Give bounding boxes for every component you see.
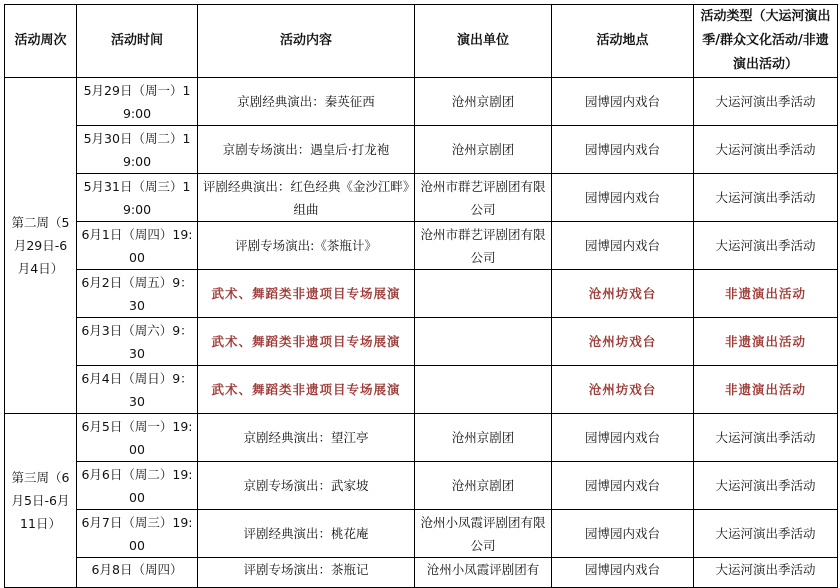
header-venue: 活动地点 [552, 5, 694, 78]
table-body [5, 78, 838, 588]
time-cell: 6月5日（周一）19:00 [77, 414, 198, 462]
time-cell: 6月7日（周三）19:00 [77, 510, 198, 558]
content-cell: 武术、舞蹈类非遗项目专场展演 [198, 366, 415, 414]
type-cell: 大运河演出季活动 [694, 222, 838, 270]
venue-cell: 园博园内戏台 [552, 222, 694, 270]
table-row [5, 270, 838, 318]
table-row [5, 414, 838, 462]
venue-cell: 沧州坊戏台 [552, 366, 694, 414]
type-cell: 大运河演出季活动 [694, 558, 838, 588]
performer-cell: 沧州京剧团 [415, 462, 552, 510]
venue-cell: 园博园内戏台 [552, 558, 694, 588]
venue-cell: 沧州坊戏台 [552, 270, 694, 318]
activity-schedule-table [4, 4, 838, 588]
time-cell: 5月31日（周三）19:00 [77, 174, 198, 222]
type-cell: 大运河演出季活动 [694, 414, 838, 462]
content-cell: 京剧专场演出：遇皇后·打龙袍 [198, 126, 415, 174]
time-cell: 6月4日（周日）9：30 [77, 366, 198, 414]
content-cell: 武术、舞蹈类非遗项目专场展演 [198, 318, 415, 366]
header-content: 活动内容 [198, 5, 415, 78]
time-cell: 6月3日（周六）9：30 [77, 318, 198, 366]
performer-cell: 沧州京剧团 [415, 126, 552, 174]
time-cell: 6月2日（周五）9：30 [77, 270, 198, 318]
type-cell: 大运河演出季活动 [694, 462, 838, 510]
content-cell: 京剧经典演出：望江亭 [198, 414, 415, 462]
performer-cell: 沧州小凤霞评剧团有限公司 [415, 510, 552, 558]
time-cell: 6月6日（周二）19:00 [77, 462, 198, 510]
type-cell: 大运河演出季活动 [694, 510, 838, 558]
type-cell: 大运河演出季活动 [694, 126, 838, 174]
table-row [5, 78, 838, 126]
venue-cell: 园博园内戏台 [552, 462, 694, 510]
content-cell: 评剧经典演出：桃花庵 [198, 510, 415, 558]
table-row [5, 558, 838, 588]
header-performer: 演出单位 [415, 5, 552, 78]
header-type: 活动类型（大运河演出季/群众文化活动/非遗演出活动） [694, 5, 838, 78]
performer-cell [415, 270, 552, 318]
header-row [5, 5, 838, 78]
type-cell: 非遗演出活动 [694, 318, 838, 366]
performer-cell [415, 318, 552, 366]
performer-cell: 沧州京剧团 [415, 414, 552, 462]
table-row [5, 174, 838, 222]
header-week: 活动周次 [5, 5, 77, 78]
table-row [5, 222, 838, 270]
type-cell: 大运河演出季活动 [694, 78, 838, 126]
venue-cell: 园博园内戏台 [552, 414, 694, 462]
content-cell: 京剧专场演出：武家坡 [198, 462, 415, 510]
table-row [5, 462, 838, 510]
table-row [5, 318, 838, 366]
time-cell: 5月30日（周二）19:00 [77, 126, 198, 174]
week-cell: 第三周（6月5日-6月11日） [5, 414, 77, 588]
header-time: 活动时间 [77, 5, 198, 78]
content-cell: 京剧经典演出：秦英征西 [198, 78, 415, 126]
venue-cell: 园博园内戏台 [552, 174, 694, 222]
table-row [5, 366, 838, 414]
table-row [5, 510, 838, 558]
venue-cell: 园博园内戏台 [552, 78, 694, 126]
content-cell: 评剧专场演出:《茶瓶计》 [198, 222, 415, 270]
venue-cell: 沧州坊戏台 [552, 318, 694, 366]
type-cell: 大运河演出季活动 [694, 174, 838, 222]
type-cell: 非遗演出活动 [694, 366, 838, 414]
content-cell: 评剧经典演出：红色经典《金沙江畔》组曲 [198, 174, 415, 222]
performer-cell: 沧州市群艺评剧团有限公司 [415, 174, 552, 222]
time-cell: 6月1日（周四）19:00 [77, 222, 198, 270]
week-cell: 第二周（5月29日-6月4日） [5, 78, 77, 414]
venue-cell: 园博园内戏台 [552, 510, 694, 558]
performer-cell: 沧州小凤霞评剧团有 [415, 558, 552, 588]
content-cell: 武术、舞蹈类非遗项目专场展演 [198, 270, 415, 318]
time-cell: 6月8日（周四） [77, 558, 198, 588]
performer-cell: 沧州京剧团 [415, 78, 552, 126]
table-row [5, 126, 838, 174]
content-cell: 评剧专场演出：茶瓶记 [198, 558, 415, 588]
performer-cell: 沧州市群艺评剧团有限公司 [415, 222, 552, 270]
type-cell: 非遗演出活动 [694, 270, 838, 318]
performer-cell [415, 366, 552, 414]
venue-cell: 园博园内戏台 [552, 126, 694, 174]
time-cell: 5月29日（周一）19:00 [77, 78, 198, 126]
